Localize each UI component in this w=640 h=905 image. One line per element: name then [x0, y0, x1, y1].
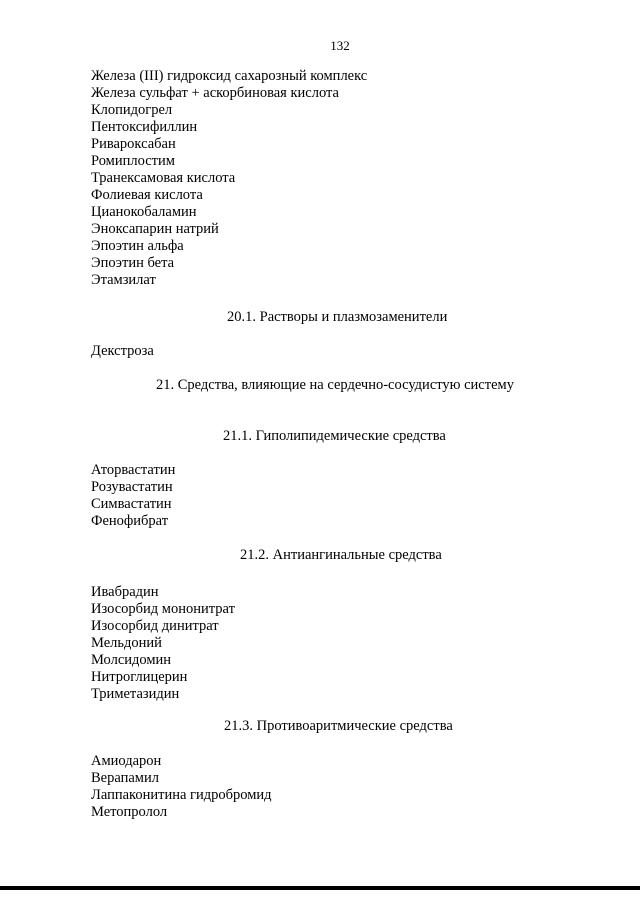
drug-list-top: [91, 68, 367, 289]
list-item: Этамзилат: [91, 272, 156, 288]
section-heading-20-1: 20.1. Растворы и плазмозаменители: [227, 309, 448, 325]
list-item: Эноксапарин натрий: [91, 221, 219, 237]
list-item: Транексамовая кислота: [91, 170, 236, 186]
section-heading-21-3: 21.3. Противоаритмические средства: [224, 718, 453, 734]
list-item: Метопролол: [91, 804, 168, 820]
list-item: Аторвастатин: [91, 462, 176, 478]
drug-list-21-1: [91, 462, 175, 530]
section-heading-21-1: 21.1. Гиполипидемические средства: [223, 428, 446, 444]
list-item: Триметазидин: [91, 686, 180, 702]
list-item: Верапамил: [91, 770, 159, 786]
drug-list-21-3: [91, 753, 272, 821]
list-item: Изосорбид мононитрат: [91, 601, 235, 617]
list-item: Ивабрадин: [91, 584, 159, 600]
list-item: Клопидогрел: [91, 102, 173, 118]
list-item: Цианокобаламин: [91, 204, 197, 220]
list-item: Амиодарон: [91, 753, 162, 769]
list-item: Эпоэтин бета: [91, 255, 175, 271]
list-item: Эпоэтин альфа: [91, 238, 184, 254]
drug-list-20-1: [91, 343, 154, 360]
list-item: Ромиплостим: [91, 153, 175, 169]
list-item: Розувастатин: [91, 479, 173, 495]
drug-list-21-2: [91, 584, 235, 703]
list-item: Железа (III) гидроксид сахарозный комплекс: [91, 68, 368, 84]
list-item: Ривароксабан: [91, 136, 176, 152]
list-item: Изосорбид динитрат: [91, 618, 219, 634]
list-item: Декстроза: [91, 343, 154, 359]
list-item: Лаппаконитина гидробромид: [91, 787, 272, 803]
list-item: Фолиевая кислота: [91, 187, 203, 203]
list-item: Фенофибрат: [91, 513, 169, 529]
list-item: Пентоксифиллин: [91, 119, 198, 135]
section-heading-21: 21. Средства, влияющие на сердечно-сосудистую систему: [156, 377, 514, 393]
list-item: Мельдоний: [91, 635, 162, 651]
list-item: Нитроглицерин: [91, 669, 188, 685]
list-item: Железа сульфат + аскорбиновая кислота: [91, 85, 339, 101]
page-number: 132: [330, 38, 350, 53]
list-item: Молсидомин: [91, 652, 172, 668]
list-item: Симвастатин: [91, 496, 172, 512]
bottom-rule: [0, 886, 640, 890]
section-heading-21-2: 21.2. Антиангинальные средства: [240, 547, 442, 563]
